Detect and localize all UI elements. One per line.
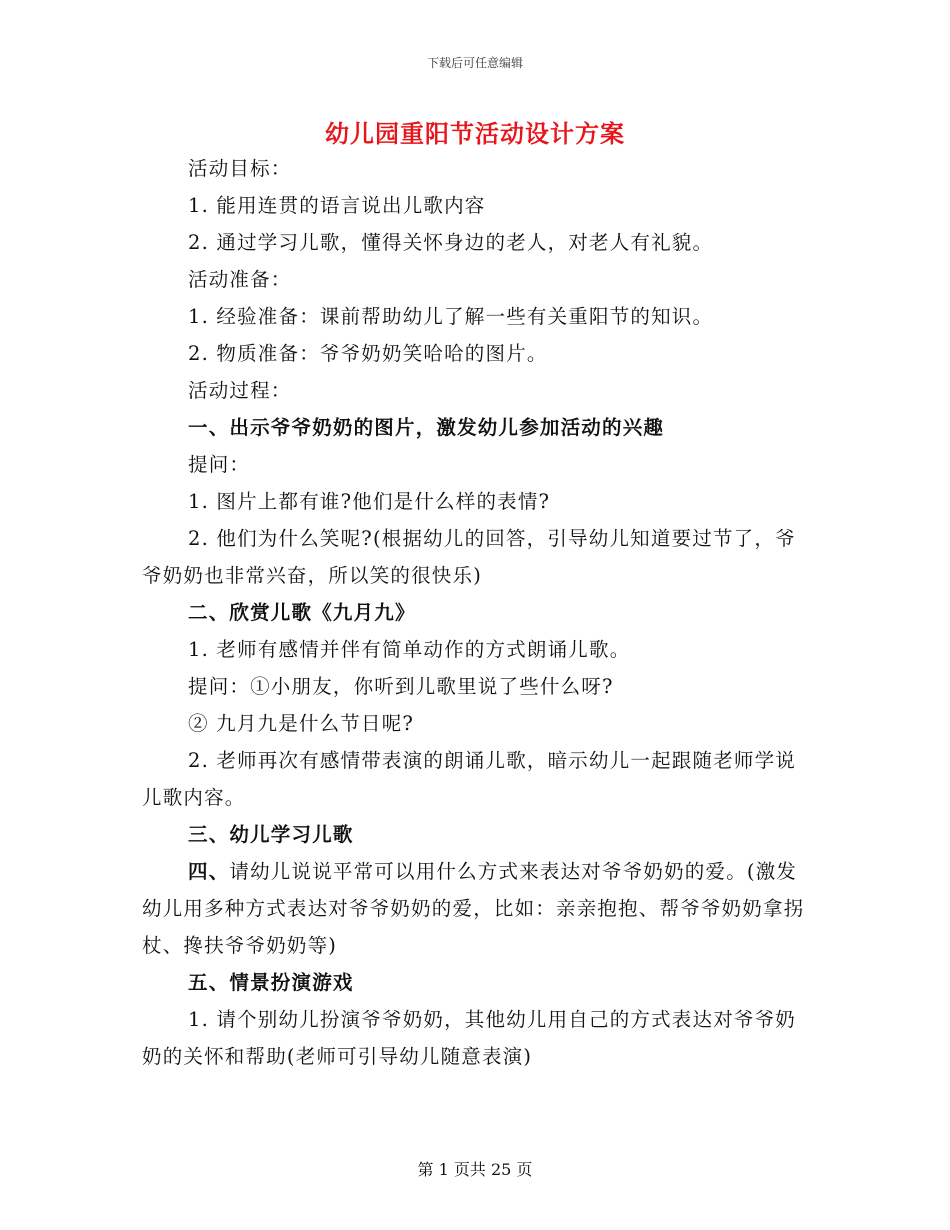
document-body <box>142 150 807 1075</box>
paragraph: 活动准备： <box>188 268 292 291</box>
paragraph: 1. 经验准备：课前帮助幼儿了解一些有关重阳节的知识。 <box>188 305 714 328</box>
paragraph: 2. 他们为什么笑呢?(根据幼儿的回答，引导幼儿知道要过节了，爷爷奶奶也非常兴奋，所以笑的很快乐) <box>142 527 796 587</box>
section-heading: 二、欣赏儿歌《九月九》 <box>188 601 416 624</box>
page-footer: 第 1 页共 25 页 <box>417 1160 533 1179</box>
paragraph: 2. 通过学习儿歌，懂得关怀身边的老人，对老人有礼貌。 <box>188 231 714 254</box>
paragraph: 活动目标： <box>188 157 292 180</box>
section-heading: 五、情景扮演游戏 <box>188 971 354 994</box>
paragraph-text: 请幼儿说说平常可以用什么方式来表达对爷爷奶奶的爱。(激发幼儿用多种方式表达对爷爷奶奶的爱，比如：亲亲抱抱、帮爷爷奶奶拿拐杖、搀扶爷爷奶奶等) <box>142 860 805 957</box>
paragraph: ② 九月九是什么节日呢? <box>188 712 415 735</box>
paragraph: 2. 老师再次有感情带表演的朗诵儿歌，暗示幼儿一起跟随老师学说儿歌内容。 <box>142 749 797 809</box>
section-heading: 一、出示爷爷奶奶的图片，激发幼儿参加活动的兴趣 <box>188 416 665 439</box>
paragraph: 1. 请个别幼儿扮演爷爷奶奶，其他幼儿用自己的方式表达对爷爷奶奶的关怀和帮助(老师可引导幼儿随意表演) <box>142 1008 797 1068</box>
page-header: 下载后可任意编辑 <box>426 56 523 70</box>
section-lead: 四、 <box>188 860 230 883</box>
document-title: 幼儿园重阳节活动设计方案 <box>325 119 625 148</box>
paragraph: 提问： <box>188 453 251 476</box>
paragraph: 活动过程： <box>188 379 292 402</box>
paragraph: 2. 物质准备：爷爷奶奶笑哈哈的图片。 <box>188 342 548 365</box>
paragraph: 1. 图片上都有谁?他们是什么样的表情? <box>188 490 551 513</box>
paragraph: 提问：①小朋友，你听到儿歌里说了些什么呀? <box>188 675 614 698</box>
paragraph <box>142 853 807 964</box>
paragraph: 1. 老师有感情并伴有简单动作的方式朗诵儿歌。 <box>188 638 631 661</box>
section-heading: 三、幼儿学习儿歌 <box>188 823 354 846</box>
paragraph: 1. 能用连贯的语言说出儿歌内容 <box>188 194 486 217</box>
